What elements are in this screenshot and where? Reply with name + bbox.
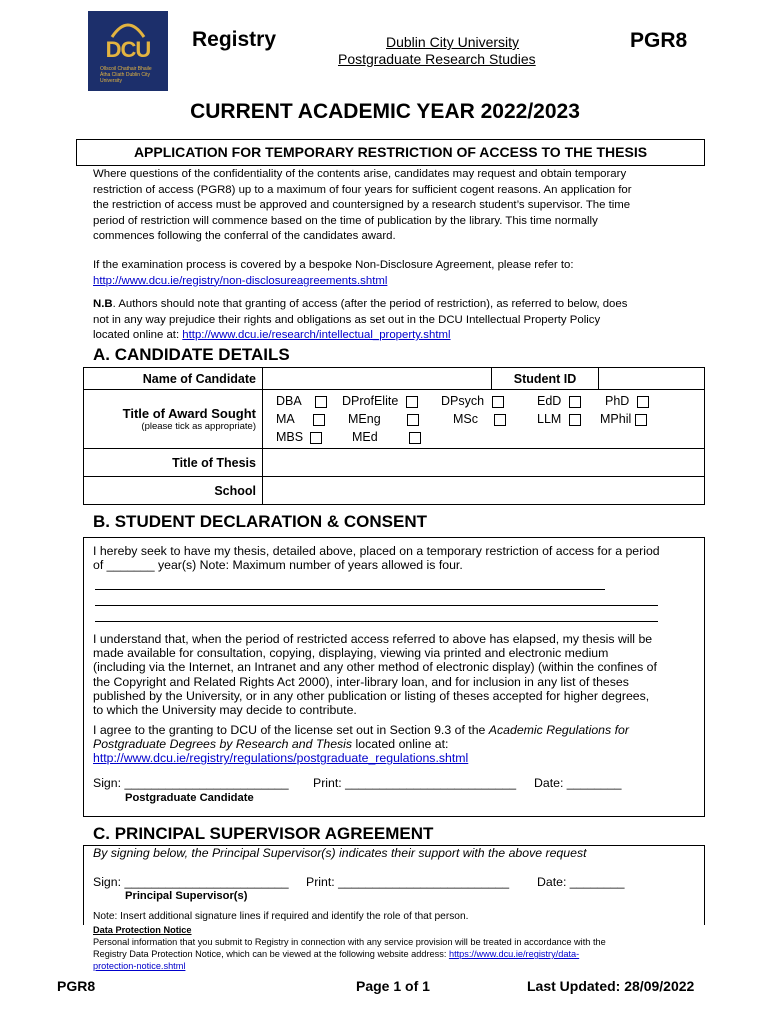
checkbox[interactable] (569, 414, 581, 426)
privacy-line: Registry Data Protection Notice, which can be viewed at the following website address: (93, 949, 449, 959)
checkbox[interactable] (407, 414, 419, 426)
understanding-paragraph (93, 632, 701, 717)
understanding-line: to which the University may decide to contribute. (93, 703, 357, 718)
award-option-label: DProfElite (342, 394, 399, 408)
award-option-label: DBA (276, 394, 302, 408)
license-text: located online at: (352, 737, 449, 752)
checkbox[interactable] (310, 432, 322, 444)
license-italic: Academic Regulations for (488, 723, 629, 737)
license-text: I agree to the granting to DCU of the license set out in Section 9.3 of the (93, 723, 489, 737)
intro-line: restriction of access (PGR8) up to a maximum of four years for sufficient cogent reasons. An application for (93, 183, 632, 196)
award-option-dpsych[interactable] (441, 394, 504, 408)
name-field[interactable] (263, 368, 492, 390)
checkbox[interactable] (409, 432, 421, 444)
award-option-label: LLM (537, 412, 562, 426)
name-label: Name of Candidate (84, 368, 263, 390)
nb-label: N.B (93, 298, 113, 310)
declaration-line: I hereby seek to have my thesis, detailed above, placed on a temporary restriction of access for a period (93, 544, 660, 558)
understanding-line: the Copyright and Related Rights Act 2000), inter-library loan, and for inclusion in any list of theses (93, 674, 629, 689)
form-code: PGR8 (630, 29, 688, 52)
student-role-label: Postgraduate Candidate (125, 792, 254, 804)
logo-subtext: Ollscoil Chathair Bhaile Átha Cliath Dublin City University (100, 66, 152, 84)
award-option-dba[interactable] (276, 394, 327, 408)
school-label: School (84, 477, 263, 505)
award-option-llm[interactable] (537, 412, 581, 426)
footer-code: PGR8 (57, 978, 96, 994)
intro-paragraph (93, 167, 693, 245)
section-b-heading: B. STUDENT DECLARATION & CONSENT (93, 512, 428, 531)
understanding-line: made available for consultation, copying, displaying, viewing via printed and electronic medium (93, 646, 609, 661)
award-hint: (please tick as appropriate) (141, 421, 256, 432)
checkbox[interactable] (635, 414, 647, 426)
school-field[interactable] (263, 477, 705, 505)
checkbox[interactable] (313, 414, 325, 426)
license-paragraph (93, 723, 701, 766)
award-option-label: MBS (276, 430, 304, 444)
award-option-msc[interactable] (453, 412, 506, 426)
regulations-link[interactable]: http://www.dcu.ie/registry/regulations/postgraduate_regulations.shtml (93, 751, 469, 766)
logo-arc-icon (110, 19, 146, 39)
privacy-link[interactable]: https://www.dcu.ie/registry/data- (448, 949, 580, 959)
intro-line: the restriction of access must be approved and countersigned by a research student’s supervisor. The time (93, 199, 631, 212)
thesis-label: Title of Thesis (84, 449, 263, 477)
registry-heading: Registry (192, 28, 277, 51)
student-id-label: Student ID (492, 368, 599, 390)
nda-link[interactable]: http://www.dcu.ie/registry/non-disclosureagreements.shtml (93, 274, 388, 287)
award-option-med[interactable] (352, 430, 421, 444)
checkbox[interactable] (315, 396, 327, 408)
page-title: CURRENT ACADEMIC YEAR 2022/2023 (190, 100, 580, 123)
reason-line[interactable] (95, 621, 658, 622)
award-option-mbs[interactable] (276, 430, 322, 444)
student-sign-field[interactable]: Sign: ________________________ (93, 776, 289, 790)
ip-policy-link[interactable]: http://www.dcu.ie/research/intellectual_property.shtml (182, 329, 451, 342)
supervisor-intro: By signing below, the Principal Supervisor(s) indicates their support with the above request (93, 846, 587, 860)
dcu-logo (88, 11, 168, 91)
student-print-field[interactable]: Print: _________________________ (313, 776, 517, 790)
award-option-meng[interactable] (348, 412, 419, 426)
supervisor-note: Note: Insert additional signature lines if required and identify the role of that person. (93, 911, 469, 922)
thesis-field[interactable] (263, 449, 705, 477)
section-a-heading: A. CANDIDATE DETAILS (93, 345, 290, 364)
award-label-cell (84, 390, 263, 449)
award-option-mphil[interactable] (600, 412, 647, 426)
understanding-line: (including via the Internet, an Intranet and any other method of electronic display) (within the confines of (93, 660, 657, 675)
reason-line[interactable] (95, 605, 658, 606)
award-option-phd[interactable] (605, 394, 649, 408)
award-option-edd[interactable] (537, 394, 581, 408)
award-option-label: MPhil (600, 412, 632, 426)
nda-paragraph (93, 258, 693, 289)
intro-line: Where questions of the confidentiality of the contents arise, candidates may request and obtain temporary (93, 168, 627, 180)
declaration-text (93, 544, 701, 572)
supervisor-role-label: Principal Supervisor(s) (125, 890, 248, 902)
student-date-field[interactable]: Date: ________ (534, 776, 622, 790)
supervisor-date-field[interactable]: Date: ________ (537, 875, 625, 889)
nb-line: located online at: (93, 329, 183, 342)
checkbox[interactable] (406, 396, 418, 408)
section-c-heading: C. PRINCIPAL SUPERVISOR AGREEMENT (93, 824, 434, 843)
privacy-notice (93, 924, 683, 972)
privacy-link[interactable]: protection-notice.shtml (93, 961, 186, 971)
checkbox[interactable] (494, 414, 506, 426)
supervisor-sign-field[interactable]: Sign: ________________________ (93, 875, 289, 889)
checkbox[interactable] (637, 396, 649, 408)
award-option-label: MA (276, 412, 295, 426)
award-option-label: DPsych (441, 394, 485, 408)
nb-paragraph (93, 297, 693, 344)
nda-text: If the examination process is covered by a bespoke Non-Disclosure Agreement, please refer to: (93, 259, 574, 271)
award-option-label: EdD (537, 394, 562, 408)
form-title: APPLICATION FOR TEMPORARY RESTRICTION OF ACCESS TO THE THESIS (76, 139, 705, 166)
intro-line: commences following the conferral of the candidates award. (93, 230, 396, 243)
intro-line: period of restriction will commence based on the time of publication by the library. This time normally (93, 214, 598, 227)
logo-text: DCU (105, 37, 151, 62)
reason-line[interactable] (95, 589, 605, 590)
understanding-line: published by the University, or in any other publication or listing of theses accepted for higher degrees, (93, 688, 650, 703)
award-option-label: MEd (352, 430, 378, 444)
award-option-dprofelite[interactable] (342, 394, 418, 408)
license-italic: Postgraduate Degrees by Research and Thesis (93, 737, 353, 752)
footer-updated: Last Updated: 28/09/2022 (527, 978, 695, 994)
award-option-label: MSc (453, 412, 478, 426)
checkbox[interactable] (569, 396, 581, 408)
understanding-line: I understand that, when the period of restricted access referred to above has elapsed, my thesis will be (93, 632, 653, 646)
department-name: Postgraduate Research Studies (338, 51, 536, 67)
award-option-ma[interactable] (276, 412, 325, 426)
award-label: Title of Award Sought (122, 406, 256, 421)
declaration-line: of _______ year(s) Note: Maximum number of years allowed is four. (93, 558, 463, 573)
footer-page: Page 1 of 1 (356, 978, 430, 994)
checkbox[interactable] (492, 396, 504, 408)
privacy-heading: Data Protection Notice (93, 925, 192, 935)
award-option-label: MEng (348, 412, 381, 426)
award-option-label: PhD (605, 394, 630, 408)
privacy-line: Personal information that you submit to Registry in connection with any service provision will be treated in accordance with the (93, 937, 606, 947)
student-id-field[interactable] (599, 368, 705, 390)
university-name: Dublin City University (386, 34, 520, 50)
nb-line: . Authors should note that granting of access (after the period of restriction), as referred to below, does (112, 298, 628, 310)
nb-line: not in any way prejudice their rights and obligations as set out in the DCU Intellectual Property Policy (93, 313, 601, 326)
supervisor-print-field[interactable]: Print: _________________________ (306, 875, 510, 889)
